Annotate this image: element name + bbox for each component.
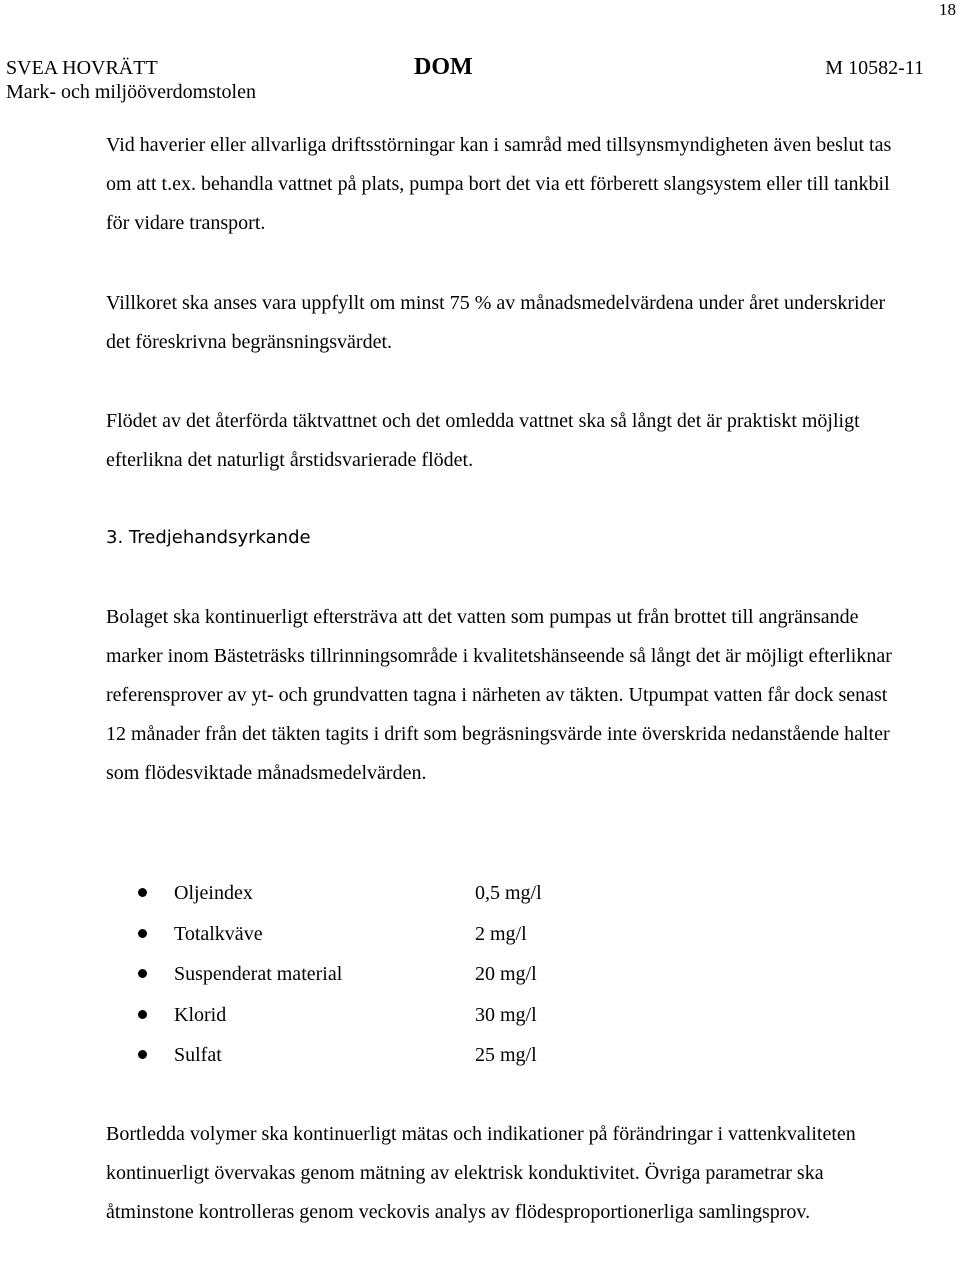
list-item	[134, 995, 734, 1036]
paragraph-incidents: Vid haverier eller allvarliga driftsstörningar kan i samråd med tillsynsmyndigheten även beslut tas om att t.ex. behandla vattnet på plats, pumpa bort det via ett förberett slangsystem eller till tankbil för vidare transport.	[106, 134, 892, 234]
parameter-name: Klorid	[174, 1003, 227, 1026]
case-number: M 10582-11	[825, 57, 924, 79]
bullet-icon	[138, 929, 147, 938]
bullet-icon	[138, 1010, 147, 1019]
court-name	[6, 56, 256, 104]
list-item	[134, 873, 734, 914]
document-type: DOM	[414, 54, 473, 80]
parameter-name: Sulfat	[174, 1044, 222, 1067]
bullet-icon	[138, 1050, 147, 1059]
court-name-line1: SVEA HOVRÄTT	[6, 57, 158, 79]
paragraph-flow: Flödet av det återförda täktvattnet och det omledda vattnet ska så långt det är praktiskt möjligt efterlikna det naturligt årstidsvarierade flödet.	[106, 410, 860, 471]
list-item	[134, 914, 734, 955]
parameter-name: Oljeindex	[174, 882, 253, 904]
parameter-name: Totalkväve	[174, 922, 263, 945]
parameter-value: 0,5 mg/l	[475, 882, 542, 904]
parameter-value: 30 mg/l	[475, 1003, 537, 1026]
list-item	[134, 954, 734, 995]
page-number: 18	[939, 0, 956, 19]
section-heading: 3. Tredjehandsyrkande	[106, 527, 311, 548]
parameter-value: 20 mg/l	[475, 963, 537, 986]
limit-values-list	[134, 873, 734, 1076]
list-item	[134, 1035, 734, 1076]
paragraph-third-claim: Bolaget ska kontinuerligt eftersträva att det vatten som pumpas ut från brottet till angränsande marker inom Bästeträsks tillrinningsområde i kvalitetshänseende så långt det är möjligt efterliknar referensprover av yt- och grundvatten tagna i närheten av täkten. Utpumpat vatten får dock senast 12 månader från det täkten tagits i drift som begräsningsvärde inte överskrida nedanstående halter som flödesviktade månadsmedelvärden.	[106, 606, 892, 784]
parameter-value: 2 mg/l	[475, 922, 527, 945]
paragraph-condition-fulfilled: Villkoret ska anses vara uppfyllt om minst 75 % av månadsmedelvärdena under året underskrider det föreskrivna begränsningsvärdet.	[106, 292, 886, 353]
court-name-line2: Mark- och miljööverdomstolen	[6, 81, 256, 103]
parameter-value: 25 mg/l	[475, 1044, 537, 1067]
document-header	[6, 56, 930, 108]
bullet-icon	[138, 888, 147, 897]
parameter-name: Suspenderat material	[174, 963, 343, 986]
bullet-icon	[138, 969, 147, 978]
paragraph-monitoring: Bortledda volymer ska kontinuerligt mätas och indikationer på förändringar i vattenkvaliteten kontinuerligt övervakas genom mätning av elektrisk konduktivitet. Övriga parametrar ska åtminstone kontrolleras genom veckovis analys av flödesproportionerliga samlingsprov.	[106, 1123, 856, 1223]
